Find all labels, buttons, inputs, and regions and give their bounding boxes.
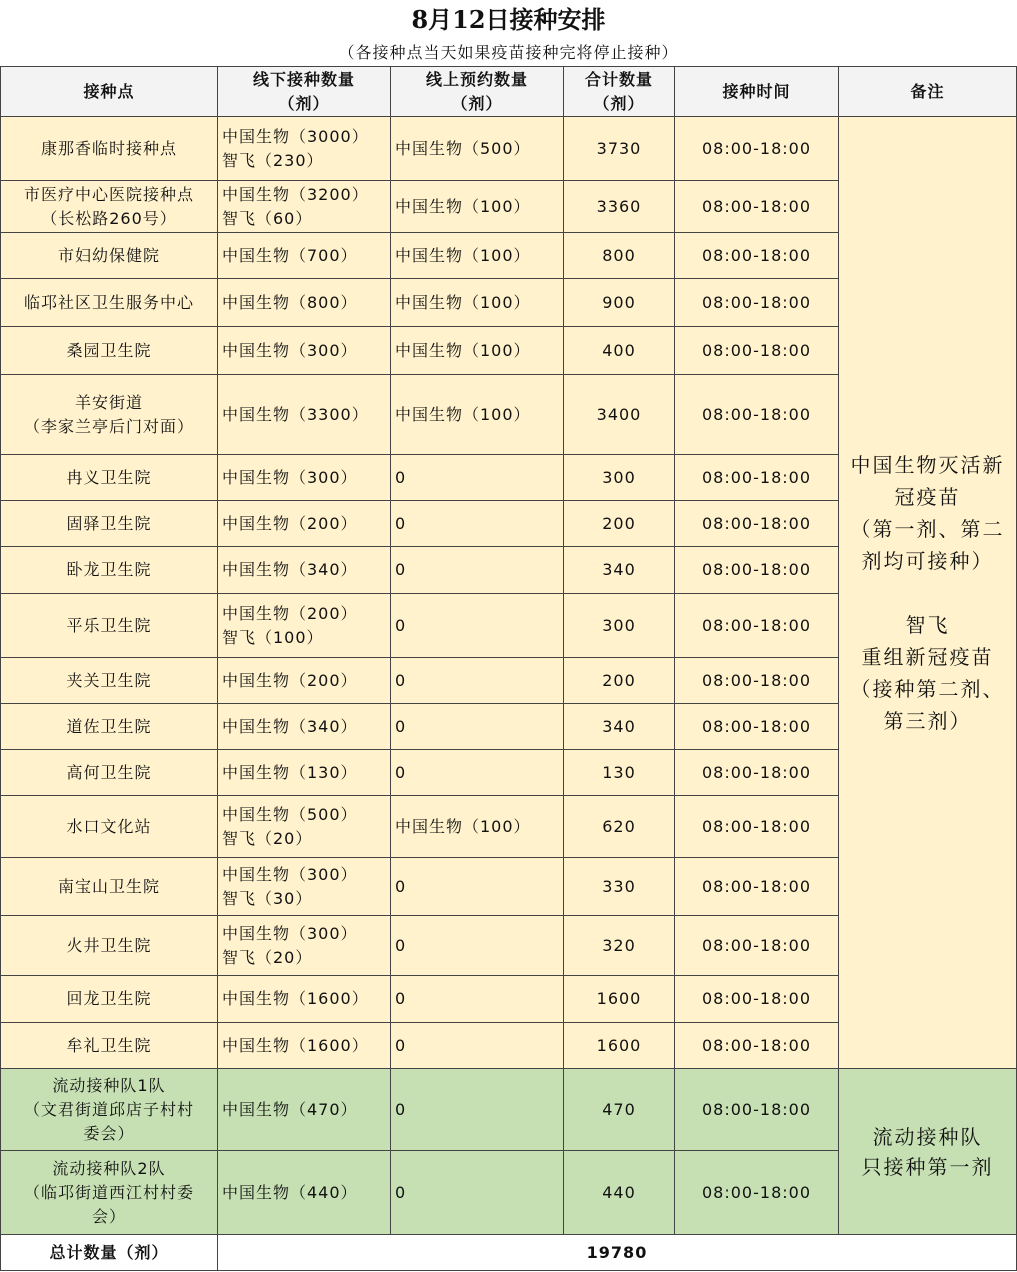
- site-cell: [1, 547, 218, 594]
- offline-cell: [218, 501, 391, 547]
- time-cell: 08:00-18:00: [675, 750, 839, 796]
- site-cell: [1, 327, 218, 375]
- total-cell: 3400: [564, 375, 675, 455]
- site-line: 牟礼卫生院: [66, 1035, 152, 1055]
- summary-row: [1, 1235, 1017, 1271]
- offline-cell: [218, 327, 391, 375]
- site-line: 回龙卫生院: [66, 989, 152, 1008]
- offline-cell: [218, 1069, 391, 1151]
- site-line: 平乐卫生院: [66, 615, 152, 635]
- offline-cell: [218, 279, 391, 327]
- vaccine-note-line: 冠疫苗: [894, 484, 961, 509]
- site-line: 冉义卫生院: [66, 467, 152, 487]
- site-line: 会）: [91, 1206, 126, 1226]
- total-cell: 400: [564, 327, 675, 375]
- site-line: 桑园卫生院: [66, 340, 152, 360]
- total-cell: 900: [564, 279, 675, 327]
- offline-cell: [218, 594, 391, 658]
- offline-line: 中国生物（700）: [222, 245, 358, 265]
- site-cell: [1, 858, 218, 916]
- site-cell: [1, 796, 218, 858]
- online-cell: 0: [391, 501, 564, 547]
- offline-cell: [218, 858, 391, 916]
- offline-line: 中国生物（340）: [222, 716, 358, 736]
- offline-cell: [218, 704, 391, 750]
- vaccine-note-cell: [839, 117, 1017, 1069]
- site-line: 流动接种队1队: [52, 1075, 166, 1095]
- total-cell: 800: [564, 233, 675, 279]
- online-cell: 0: [391, 916, 564, 976]
- table-body: [1, 117, 1017, 1271]
- site-cell: [1, 704, 218, 750]
- site-line: （长松路260号）: [41, 208, 177, 228]
- online-cell: 0: [391, 455, 564, 501]
- offline-line: 中国生物（200）: [222, 603, 358, 623]
- site-line: 固驿卫生院: [66, 513, 152, 533]
- online-cell: 中国生物（100）: [391, 796, 564, 858]
- offline-cell: [218, 181, 391, 233]
- offline-cell: [218, 455, 391, 501]
- total-cell: 1600: [564, 1023, 675, 1069]
- table-row: [1, 117, 1017, 181]
- time-cell: 08:00-18:00: [675, 181, 839, 233]
- offline-line: 智飞（20）: [222, 947, 313, 967]
- vaccine-note-line: （第一剂、第二: [850, 516, 1005, 541]
- online-cell: 0: [391, 1069, 564, 1151]
- header-online: [391, 67, 564, 117]
- site-line: 卧龙卫生院: [66, 560, 152, 579]
- total-cell: 470: [564, 1069, 675, 1151]
- site-cell: [1, 750, 218, 796]
- vaccine-note-line: 重组新冠疫苗: [861, 644, 994, 669]
- site-line: 火井卫生院: [66, 935, 152, 955]
- time-cell: 08:00-18:00: [675, 976, 839, 1023]
- offline-line: 智飞（60）: [222, 208, 313, 228]
- offline-line: 中国生物（300）: [222, 467, 358, 487]
- site-line: 南宝山卫生院: [57, 876, 160, 896]
- header-online-line2: （剂）: [451, 93, 503, 113]
- header-total: [564, 67, 675, 117]
- header-site: 接种点: [1, 67, 218, 117]
- time-cell: 08:00-18:00: [675, 594, 839, 658]
- site-cell: [1, 1151, 218, 1235]
- offline-cell: [218, 1151, 391, 1235]
- offline-line: 中国生物（300）: [222, 923, 358, 943]
- online-cell: 0: [391, 976, 564, 1023]
- time-cell: 08:00-18:00: [675, 658, 839, 704]
- offline-line: 智飞（30）: [222, 888, 313, 908]
- site-line: 流动接种队2队: [52, 1158, 166, 1178]
- offline-cell: [218, 547, 391, 594]
- page-title: 8月12日接种安排: [411, 5, 606, 34]
- total-cell: 200: [564, 501, 675, 547]
- header-online-line1: 线上预约数量: [425, 69, 528, 89]
- total-cell: 300: [564, 594, 675, 658]
- total-cell: 340: [564, 704, 675, 750]
- offline-line: 中国生物（1600）: [222, 1035, 369, 1055]
- total-cell: 3730: [564, 117, 675, 181]
- time-cell: 08:00-18:00: [675, 501, 839, 547]
- site-line: 康那香临时接种点: [40, 138, 177, 158]
- offline-line: 中国生物（200）: [222, 513, 358, 533]
- site-line: 高何卫生院: [66, 762, 152, 782]
- vaccine-note-line: 剂均可接种）: [861, 548, 994, 573]
- site-cell: [1, 594, 218, 658]
- site-cell: [1, 916, 218, 976]
- header-total-line1: 合计数量: [584, 69, 653, 89]
- header-offline-line2: （剂）: [278, 93, 330, 113]
- offline-line: 中国生物（800）: [222, 292, 358, 312]
- online-cell: 中国生物（100）: [391, 375, 564, 455]
- site-cell: [1, 501, 218, 547]
- mobile-note-line: 只接种第一剂: [861, 1154, 994, 1179]
- vaccine-note-line: 中国生物灭活新: [850, 452, 1005, 477]
- header-offline-line1: 线下接种数量: [252, 69, 355, 89]
- offline-line: 中国生物（500）: [222, 804, 358, 824]
- offline-cell: [218, 233, 391, 279]
- site-cell: [1, 455, 218, 501]
- time-cell: 08:00-18:00: [675, 1151, 839, 1235]
- online-cell: 中国生物（100）: [391, 279, 564, 327]
- online-cell: 0: [391, 704, 564, 750]
- time-cell: 08:00-18:00: [675, 455, 839, 501]
- online-cell: 0: [391, 547, 564, 594]
- offline-line: 中国生物（440）: [222, 1182, 358, 1202]
- online-cell: 中国生物（100）: [391, 327, 564, 375]
- total-cell: 1600: [564, 976, 675, 1023]
- online-cell: 中国生物（100）: [391, 233, 564, 279]
- time-cell: 08:00-18:00: [675, 375, 839, 455]
- time-cell: 08:00-18:00: [675, 117, 839, 181]
- offline-cell: [218, 1023, 391, 1069]
- total-cell: 340: [564, 547, 675, 594]
- vaccination-schedule-table: [0, 66, 1017, 1271]
- online-cell: 0: [391, 750, 564, 796]
- offline-cell: [218, 976, 391, 1023]
- total-cell: 440: [564, 1151, 675, 1235]
- site-cell: [1, 279, 218, 327]
- site-line: 委会）: [83, 1123, 135, 1143]
- offline-line: 中国生物（300）: [222, 864, 358, 884]
- offline-line: 中国生物（3300）: [222, 404, 369, 424]
- time-cell: 08:00-18:00: [675, 233, 839, 279]
- time-cell: 08:00-18:00: [675, 279, 839, 327]
- site-line: 临邛社区卫生服务中心: [23, 292, 194, 312]
- site-cell: [1, 117, 218, 181]
- time-cell: 08:00-18:00: [675, 327, 839, 375]
- site-line: 羊安街道: [74, 392, 143, 412]
- offline-cell: [218, 117, 391, 181]
- page-subtitle: （各接种点当天如果疫苗接种完将停止接种）: [338, 43, 679, 62]
- offline-line: 中国生物（130）: [222, 762, 358, 782]
- mobile-note-line: 流动接种队: [872, 1124, 983, 1149]
- offline-line: 智飞（230）: [222, 150, 324, 170]
- time-cell: 08:00-18:00: [675, 1069, 839, 1151]
- offline-line: 智飞（100）: [222, 627, 324, 647]
- vaccine-note-line: 第三剂）: [883, 708, 972, 733]
- site-cell: [1, 233, 218, 279]
- site-line: （临邛街道西江村村委: [23, 1182, 194, 1202]
- site-cell: [1, 375, 218, 455]
- total-cell: 300: [564, 455, 675, 501]
- header-offline: [218, 67, 391, 117]
- site-cell: [1, 976, 218, 1023]
- site-line: 市医疗中心医院接种点: [23, 184, 194, 204]
- site-line: 水口文化站: [66, 816, 152, 836]
- offline-line: 中国生物（1600）: [222, 989, 369, 1008]
- summary-value: 19780: [218, 1235, 1017, 1271]
- online-cell: 0: [391, 1023, 564, 1069]
- online-cell: 0: [391, 594, 564, 658]
- offline-line: 中国生物（3200）: [222, 184, 369, 204]
- total-cell: 3360: [564, 181, 675, 233]
- total-cell: 320: [564, 916, 675, 976]
- offline-cell: [218, 916, 391, 976]
- site-cell: [1, 181, 218, 233]
- total-cell: 200: [564, 658, 675, 704]
- time-cell: 08:00-18:00: [675, 1023, 839, 1069]
- offline-line: 中国生物（300）: [222, 340, 358, 360]
- offline-line: 中国生物（200）: [222, 670, 358, 690]
- table-header-row: [1, 67, 1017, 117]
- header-time: 接种时间: [675, 67, 839, 117]
- summary-label: 总计数量（剂）: [1, 1235, 218, 1271]
- vaccine-note-line: [843, 577, 1012, 609]
- total-cell: 620: [564, 796, 675, 858]
- offline-cell: [218, 796, 391, 858]
- site-line: （文君街道邱店子村村: [23, 1099, 194, 1119]
- vaccine-note-line: （接种第二剂、: [850, 676, 1005, 701]
- online-cell: 中国生物（500）: [391, 117, 564, 181]
- offline-line: 中国生物（3000）: [222, 126, 369, 146]
- site-line: 市妇幼保健院: [57, 245, 160, 265]
- site-cell: [1, 658, 218, 704]
- mobile-team-note-cell: [839, 1069, 1017, 1235]
- site-cell: [1, 1023, 218, 1069]
- offline-cell: [218, 750, 391, 796]
- offline-line: 中国生物（340）: [222, 560, 358, 579]
- total-cell: 130: [564, 750, 675, 796]
- table-row: [1, 1069, 1017, 1151]
- online-cell: 0: [391, 858, 564, 916]
- time-cell: 08:00-18:00: [675, 704, 839, 750]
- header-note: 备注: [839, 67, 1017, 117]
- site-line: （李家兰亭后门对面）: [23, 416, 194, 436]
- offline-line: 智飞（20）: [222, 828, 313, 848]
- offline-line: 中国生物（470）: [222, 1099, 358, 1119]
- time-cell: 08:00-18:00: [675, 916, 839, 976]
- header-total-line2: （剂）: [593, 93, 645, 113]
- vaccine-note-line: 智飞: [905, 612, 950, 637]
- online-cell: 0: [391, 658, 564, 704]
- offline-cell: [218, 658, 391, 704]
- offline-cell: [218, 375, 391, 455]
- time-cell: 08:00-18:00: [675, 858, 839, 916]
- online-cell: 中国生物（100）: [391, 181, 564, 233]
- time-cell: 08:00-18:00: [675, 547, 839, 594]
- online-cell: 0: [391, 1151, 564, 1235]
- time-cell: 08:00-18:00: [675, 796, 839, 858]
- total-cell: 330: [564, 858, 675, 916]
- site-cell: [1, 1069, 218, 1151]
- site-line: 夹关卫生院: [66, 670, 152, 690]
- site-line: 道佐卫生院: [66, 716, 152, 736]
